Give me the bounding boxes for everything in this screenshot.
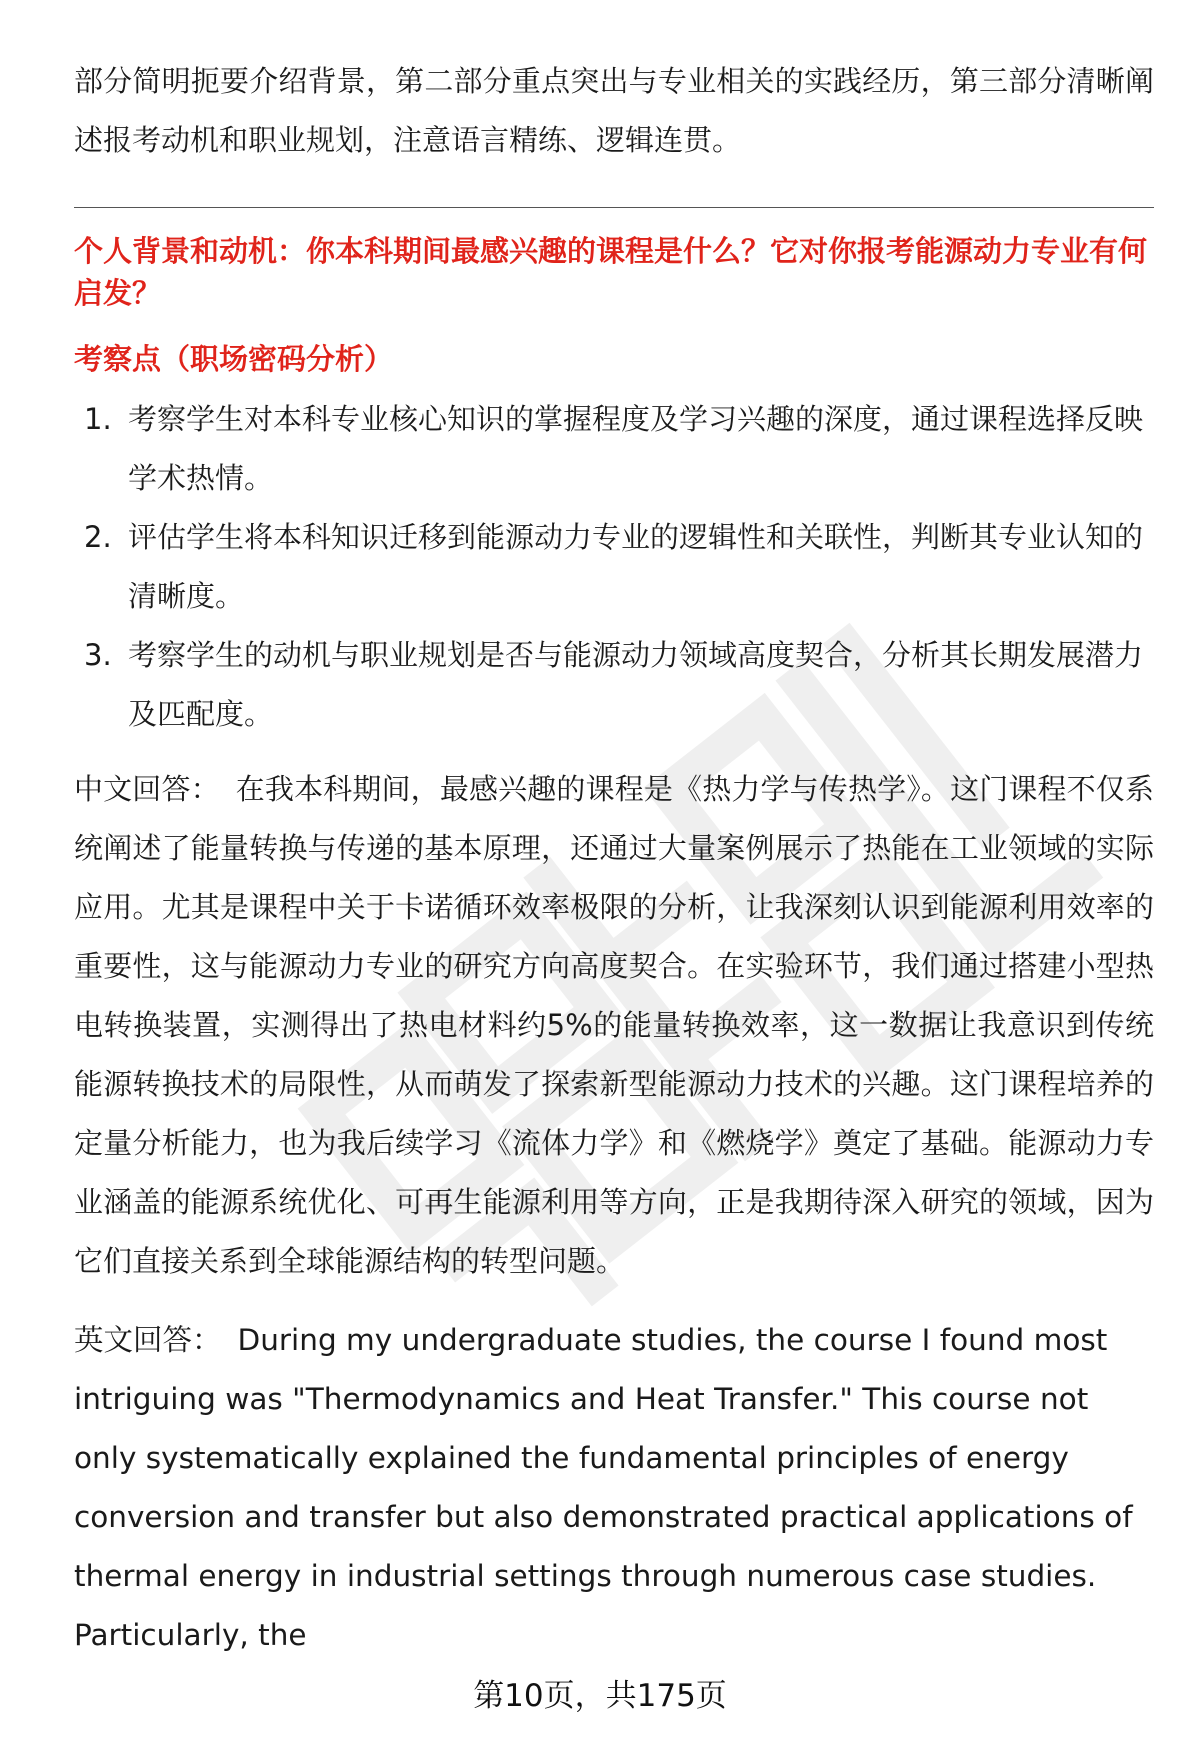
assessment-item-text: 考察学生对本科专业核心知识的掌握程度及学习兴趣的深度，通过课程选择反映学术热情。 xyxy=(128,402,1144,495)
english-answer-label: 英文回答： xyxy=(74,1323,222,1357)
english-answer-text: During my undergraduate studies, the course I found most intriguing was "Thermodynamics and Heat Transfer." This course not only systematically explained the fundamental principles of energy conversion and transfer but also demonstrated practical applications of thermal energy in industrial settings through numerous case studies. Particularly, the xyxy=(74,1323,1133,1652)
assessment-item xyxy=(74,508,1154,626)
assessment-item-number: 3. xyxy=(84,638,112,672)
section-divider xyxy=(74,207,1154,208)
page-content xyxy=(74,52,1154,1665)
question-heading: 个人背景和动机：你本科期间最感兴趣的课程是什么？它对你报考能源动力专业有何启发？ xyxy=(74,234,1148,310)
assessment-item xyxy=(74,626,1154,744)
chinese-answer xyxy=(74,760,1154,1291)
assessment-item-text: 考察学生的动机与职业规划是否与能源动力领域高度契合，分析其长期发展潜力及匹配度。 xyxy=(128,638,1144,731)
assessment-title: 考察点（职场密码分析） xyxy=(74,342,394,376)
assessment-item-number: 2. xyxy=(84,520,112,554)
english-answer xyxy=(74,1311,1154,1665)
chinese-answer-label: 中文回答： xyxy=(74,772,220,806)
assessment-item-text: 评估学生将本科知识迁移到能源动力专业的逻辑性和关联性，判断其专业认知的清晰度。 xyxy=(128,520,1144,613)
intro-paragraph: 部分简明扼要介绍背景，第二部分重点突出与专业相关的实践经历，第三部分清晰阐述报考动机和职业规划，注意语言精练、逻辑连贯。 xyxy=(74,64,1154,157)
assessment-item-number: 1. xyxy=(84,402,112,436)
chinese-answer-text: 在我本科期间，最感兴趣的课程是《热力学与传热学》。这门课程不仅系统阐述了能量转换与传递的基本原理，还通过大量案例展示了热能在工业领域的实际应用。尤其是课程中关于卡诺循环效率极限的分析，让我深刻认识到能源利用效率的重要性，这与能源动力专业的研究方向高度契合。在实验环节，我们通过搭建小型热电转换装置，实测得出了热电材料约5%的能量转换效率，这一数据让我意识到传统能源转换技术的局限性，从而萌发了探索新型能源动力技术的兴趣。这门课程培养的定量分析能力，也为我后续学习《流体力学》和《燃烧学》奠定了基础。能源动力专业涵盖的能源系统优化、可再生能源利用等方向，正是我期待深入研究的领域，因为它们直接关系到全球能源结构的转型问题。 xyxy=(74,772,1154,1278)
assessment-item xyxy=(74,390,1154,508)
assessment-list xyxy=(74,390,1154,744)
page-number-footer: 第10页，共175页 xyxy=(473,1678,727,1714)
